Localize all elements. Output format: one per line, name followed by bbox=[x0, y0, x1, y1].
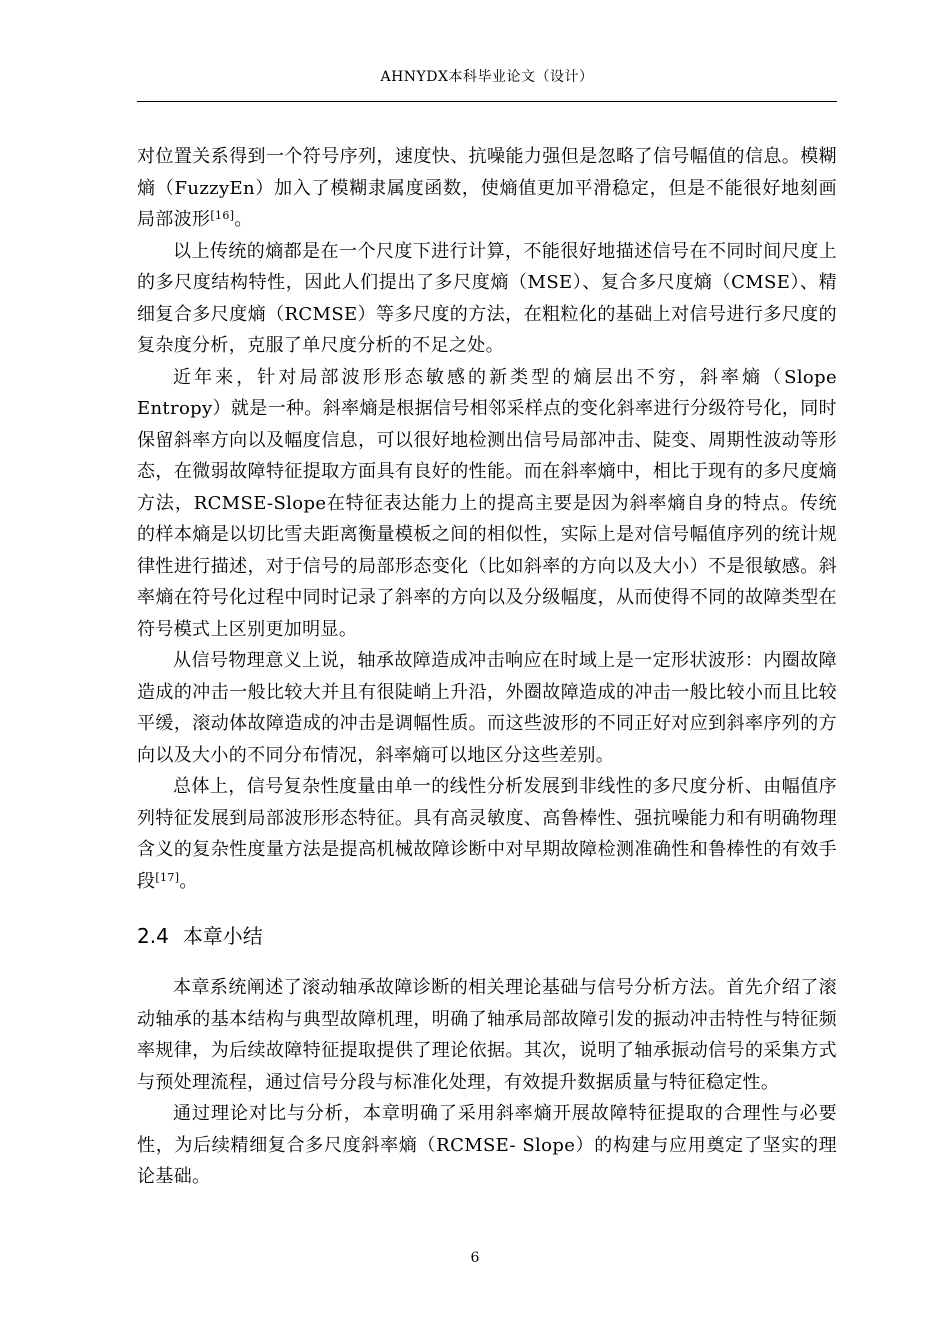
section-title: 本章小结 bbox=[182, 924, 263, 948]
page-number: 6 bbox=[470, 1250, 480, 1266]
paragraph-3: 近年来，针对局部波形形态敏感的新类型的熵层出不穷，斜率熵（Slope Entropy）就是一种。斜率熵是根据信号相邻采样点的变化斜率进行分级符号化，同时保留斜率方向以及幅度信息，可以很好地检测出信号局部冲击、陡变、周期性波动等形态，在微弱故障特征提取方面具有良好的性能。而在斜率熵中，相比于现有的多尺度熵方法，RCMSE-Slope在特征表达能力上的提高主要是因为斜率熵自身的特点。传统的样本熵是以切比雪夫距离衡量模板之间的相似性，实际上是对信号幅值序列的统计规律性进行描述，对于信号的局部形态变化（比如斜率的方向以及大小）不是很敏感。斜率熵在符号化过程中同时记录了斜率的方向以及分级幅度，从而使得不同的故障类型在符号模式上区别更加明显。 bbox=[137, 366, 837, 640]
citation-17: [17] bbox=[155, 870, 180, 884]
running-header: AHNYDX本科毕业论文（设计） bbox=[380, 69, 594, 85]
paragraph-2: 以上传统的熵都是在一个尺度下进行计算，不能很好地描述信号在不同时间尺度上的多尺度结构特性，因此人们提出了多尺度熵（MSE）、复合多尺度熵（CMSE）、精细复合多尺度熵（RCMSE）等多尺度的方法，在粗粒化的基础上对信号进行多尺度的复杂度分析，克服了单尺度分析的不足之处。 bbox=[137, 240, 837, 356]
paragraph-1-text: 对位置关系得到一个符号序列，速度快、抗噪能力强但是忽略了信号幅值的信息。模糊熵（FuzzyEn）加入了模糊隶属度函数，使熵值更加平滑稳定，但是不能很好地刻画局部波形 bbox=[137, 146, 837, 230]
summary-paragraph-2: 通过理论对比与分析，本章明确了采用斜率熵开展故障特征提取的合理性与必要性，为后续精细复合多尺度斜率熵（RCMSE- Slope）的构建与应用奠定了坚实的理论基础。 bbox=[137, 1103, 837, 1187]
paragraph-5-tail: 。 bbox=[179, 870, 198, 892]
header-rule bbox=[137, 101, 837, 102]
summary-paragraph-1: 本章系统阐述了滚动轴承故障诊断的相关理论基础与信号分析方法。首先介绍了滚动轴承的基本结构与典型故障机理，明确了轴承局部故障引发的振动冲击特性与特征频率规律，为后续故障特征提取提供了理论依据。其次，说明了轴承振动信号的采集方式与预处理流程，通过信号分段与标准化处理，有效提升数据质量与特征稳定性。 bbox=[137, 977, 837, 1093]
paragraph-5-text: 总体上，信号复杂性度量由单一的线性分析发展到非线性的多尺度分析、由幅值序列特征发展到局部波形形态特征。具有高灵敏度、高鲁棒性、强抗噪能力和有明确物理含义的复杂性度量方法是提高机械故障诊断中对早期故障检测准确性和鲁棒性的有效手段 bbox=[137, 776, 837, 892]
paragraph-1-tail: 。 bbox=[234, 209, 253, 230]
body-text bbox=[137, 141, 837, 1193]
paragraph-5 bbox=[137, 771, 837, 897]
paragraph-1 bbox=[137, 141, 837, 236]
citation-16: [16] bbox=[210, 209, 235, 222]
section-number: 2.4 bbox=[137, 924, 169, 948]
paragraph-4: 从信号物理意义上说，轴承故障造成冲击响应在时域上是一定形状波形：内圈故障造成的冲击一般比较大并且有很陡峭上升沿，外圈故障造成的冲击一般比较小而且比较平缓，滚动体故障造成的冲击是调幅性质。而这些波形的不同正好对应到斜率序列的方向以及大小的不同分布情况，斜率熵可以地区分这些差别。 bbox=[137, 650, 837, 766]
section-heading bbox=[137, 921, 837, 951]
